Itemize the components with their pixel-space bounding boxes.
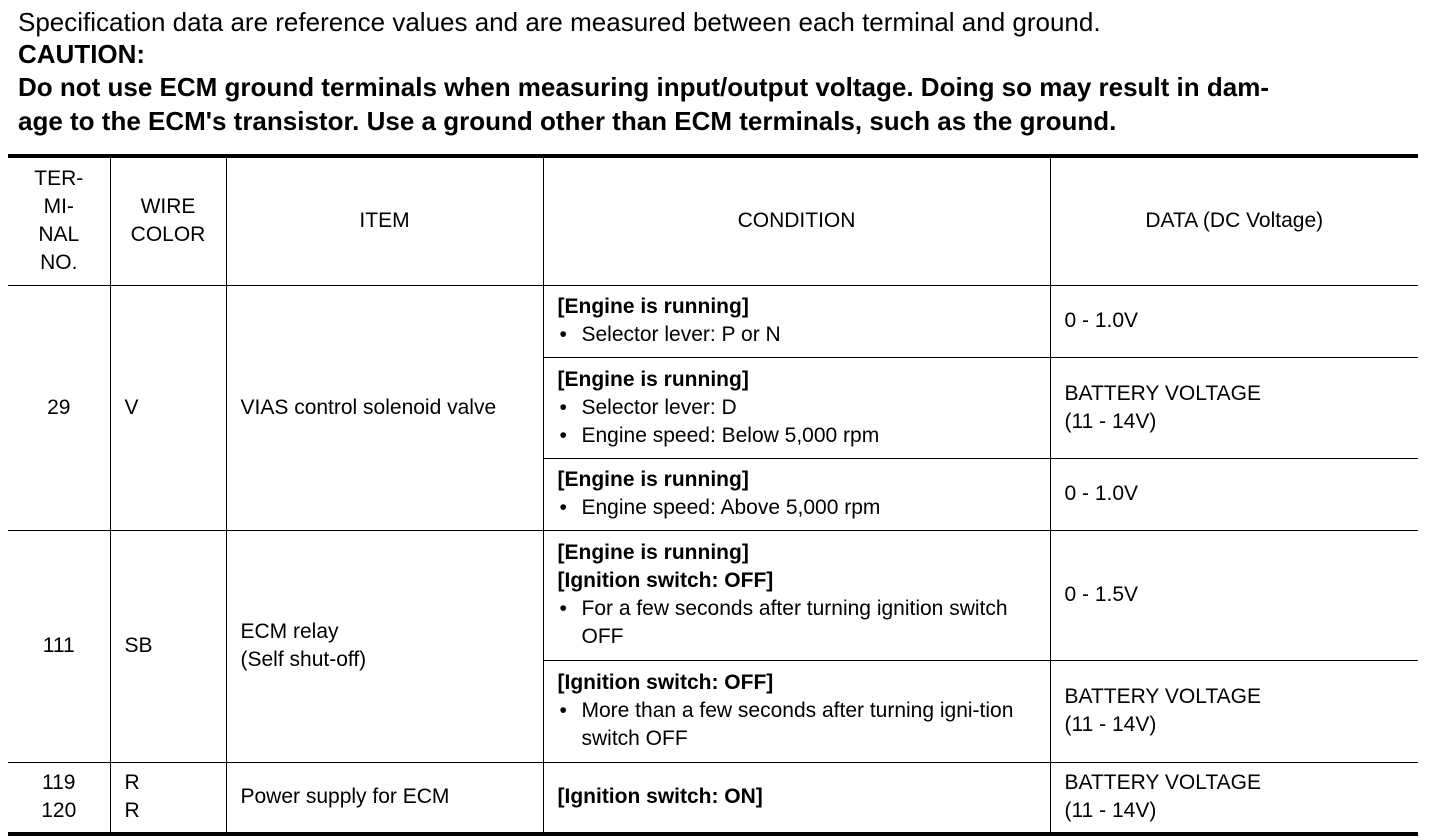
data-cell <box>1050 357 1418 458</box>
table-row <box>8 762 1418 834</box>
condition-heading: [Ignition switch: OFF] <box>557 569 774 592</box>
terminal-no-cell <box>8 762 110 834</box>
condition-bullet-text: Selector lever: D <box>581 395 737 419</box>
condition-bullet: • For a few seconds after turning ignition switch OFF <box>558 595 1036 651</box>
item-text: (Self shut-off) <box>240 648 367 671</box>
data-value: 0 - 1.5V <box>1064 583 1139 606</box>
table-row <box>8 285 1418 357</box>
terminal-no-cell: 111 <box>8 530 110 762</box>
header-data: DATA (DC Voltage) <box>1050 156 1418 285</box>
wire-color-cell: SB <box>110 530 226 762</box>
data-value: 0 - 1.0V <box>1064 309 1139 332</box>
item-cell <box>226 762 543 834</box>
data-cell <box>1050 530 1418 660</box>
terminal-no-line: 119 <box>42 771 76 795</box>
condition-heading: [Engine is running] <box>557 541 749 564</box>
data-value: BATTERY VOLTAGE <box>1064 381 1261 405</box>
terminal-no-line: 120 <box>41 799 77 823</box>
caution-text-line-2: age to the ECM's transistor. Use a ground other than ECM terminals, such as the ground. <box>18 106 1117 136</box>
condition-bullet: • Selector lever: D <box>558 394 1036 422</box>
condition-bullet: • Selector lever: P or N <box>558 321 1036 349</box>
condition-cell <box>543 660 1050 762</box>
caution-label: CAUTION: <box>18 39 146 69</box>
condition-cell <box>543 285 1050 357</box>
condition-bullet: • Engine speed: Below 5,000 rpm <box>558 422 1036 450</box>
data-value: (11 - 14V) <box>1064 799 1157 823</box>
table-header-row <box>8 156 1418 285</box>
wire-color-cell: V <box>110 285 226 530</box>
condition-heading: [Engine is running] <box>557 367 749 391</box>
spec-note: Specification data are reference values and are measured between each terminal and ground. <box>18 7 1101 37</box>
header-terminal-line: NAL <box>38 223 80 247</box>
header-item: ITEM <box>226 156 543 285</box>
terminal-spec-table <box>8 154 1418 836</box>
condition-cell <box>543 357 1050 458</box>
data-value: (11 - 14V) <box>1064 713 1157 736</box>
condition-bullet-text: Engine speed: Above 5,000 rpm <box>581 496 881 519</box>
header-terminal-no <box>8 156 110 285</box>
header-terminal-line: NO. <box>40 251 78 275</box>
condition-heading: [Ignition switch: OFF] <box>557 671 774 694</box>
header-wire-line: COLOR <box>130 223 206 247</box>
data-value: BATTERY VOLTAGE <box>1064 771 1261 795</box>
item-cell <box>226 285 543 530</box>
condition-bullet-text: For a few seconds after turning ignition switch OFF <box>581 597 1008 648</box>
condition-heading: [Ignition switch: ON] <box>557 785 763 809</box>
terminal-no-cell: 29 <box>8 285 110 530</box>
condition-cell <box>543 762 1050 834</box>
condition-bullet-text: More than a few seconds after turning igni-tion switch OFF <box>581 699 1014 750</box>
data-value: BATTERY VOLTAGE <box>1064 685 1261 708</box>
intro-block <box>18 6 1428 138</box>
condition-cell <box>543 530 1050 660</box>
item-cell <box>226 530 543 762</box>
header-wire-line: WIRE <box>140 195 196 219</box>
wire-color-line: R <box>124 799 140 823</box>
wire-color-line: R <box>124 771 140 795</box>
item-text: Power supply for ECM <box>240 785 450 809</box>
condition-heading: [Engine is running] <box>557 295 749 318</box>
header-wire-color <box>110 156 226 285</box>
caution-text-line-1: Do not use ECM ground terminals when measuring input/output voltage. Doing so may result in dam- <box>18 72 1269 102</box>
header-condition: CONDITION <box>543 156 1050 285</box>
wire-color-cell <box>110 762 226 834</box>
condition-bullet: • Engine speed: Above 5,000 rpm <box>558 494 1036 522</box>
data-cell <box>1050 285 1418 357</box>
data-cell <box>1050 458 1418 530</box>
data-cell <box>1050 660 1418 762</box>
condition-heading: [Engine is running] <box>557 468 749 491</box>
data-value: (11 - 14V) <box>1064 409 1157 433</box>
header-terminal-line: MI- <box>43 195 74 219</box>
condition-bullet-text: Selector lever: P or N <box>581 323 781 346</box>
data-value: 0 - 1.0V <box>1064 482 1139 505</box>
data-cell <box>1050 762 1418 834</box>
item-text: ECM relay <box>240 620 339 643</box>
condition-bullet-text: Engine speed: Below 5,000 rpm <box>581 423 880 447</box>
header-terminal-line: TER- <box>34 167 84 191</box>
condition-bullet: • More than a few seconds after turning igni-tion switch OFF <box>558 697 1036 753</box>
item-text: VIAS control solenoid valve <box>240 395 497 419</box>
table-row <box>8 530 1418 660</box>
condition-cell <box>543 458 1050 530</box>
